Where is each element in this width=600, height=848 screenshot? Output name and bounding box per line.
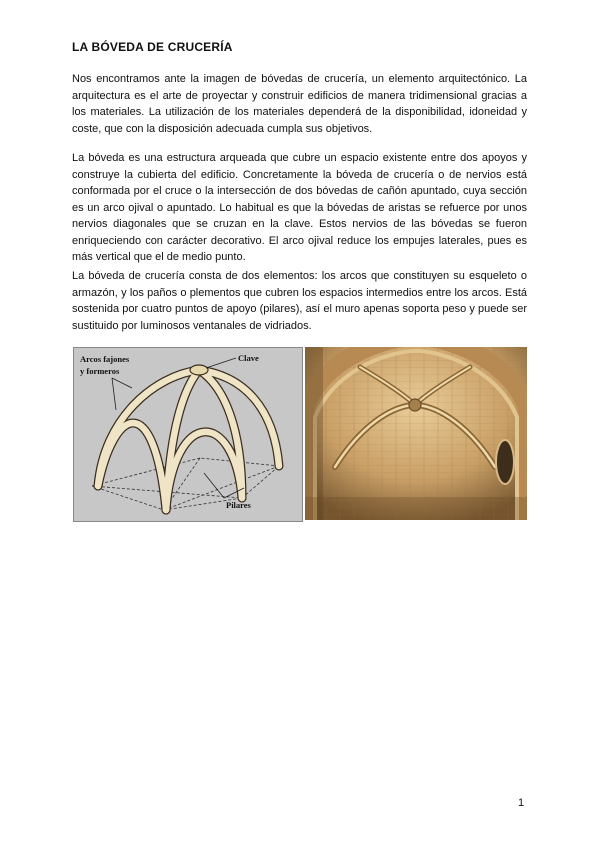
label-pilares: Pilares — [226, 500, 251, 510]
rib-vault-photo-svg — [305, 347, 527, 520]
label-clave: Clave — [238, 353, 259, 363]
label-arcos-fajones: Arcos fajones — [80, 354, 130, 364]
rib-vault-diagram-svg — [74, 348, 302, 521]
rib-vault-diagram — [73, 347, 303, 522]
label-y-formeros: y formeros — [80, 366, 120, 376]
vault-ribs — [98, 370, 279, 510]
page-number: 1 — [518, 797, 525, 809]
document-title: LA BÓVEDA DE CRUCERÍA — [72, 40, 233, 54]
side-window — [496, 440, 514, 484]
photo-keystone — [409, 399, 421, 411]
paragraph-definition: La bóveda es una estructura arqueada que cubre un espacio existente entre dos apoyos y construye la cubierta del edificio. Concretamente la bóveda de crucería o de nervios está conformada por el cruce o la intersección de dos bóvedas de cañón apuntado, cuya sección es un arco ojival o apuntado. Lo habitual es que la bóvedas de aristas se refuerce por unos nervios diagonales que se cruzan en la clave. Estos nervios de las bóvedas se fueron enriqueciendo con carácter decorativo. El arco ojival reduce los empujes laterales, pues es más vertical que el de medio punto. — [72, 152, 527, 263]
floor-plan-dashes — [92, 458, 279, 510]
rib-vault-photo — [305, 347, 527, 520]
paragraph-intro: Nos encontramos ante la imagen de bóvedas de crucería, un elemento arquitectónico. La arquitectura es el arte de proyectar y construir edificios de manera tridimensional gracias a los materiales. La utilización de los materiales dependerá de la disponibilidad, idoneidad y coste, que con la disposición adecuada cumpla sus objetivos. — [72, 73, 527, 135]
keystone — [190, 365, 208, 375]
paragraph-elements: La bóveda de crucería consta de dos elementos: los arcos que constituyen su esqueleto o armazón, y los paños o plementos que cubren los espacios intermedios entre los arcos. Está sostenida por cuatro puntos de apoyo (pilares), así el muro apenas soporta peso y puede ser sustituido por luminosos ventanales de vidriados. — [72, 270, 527, 332]
